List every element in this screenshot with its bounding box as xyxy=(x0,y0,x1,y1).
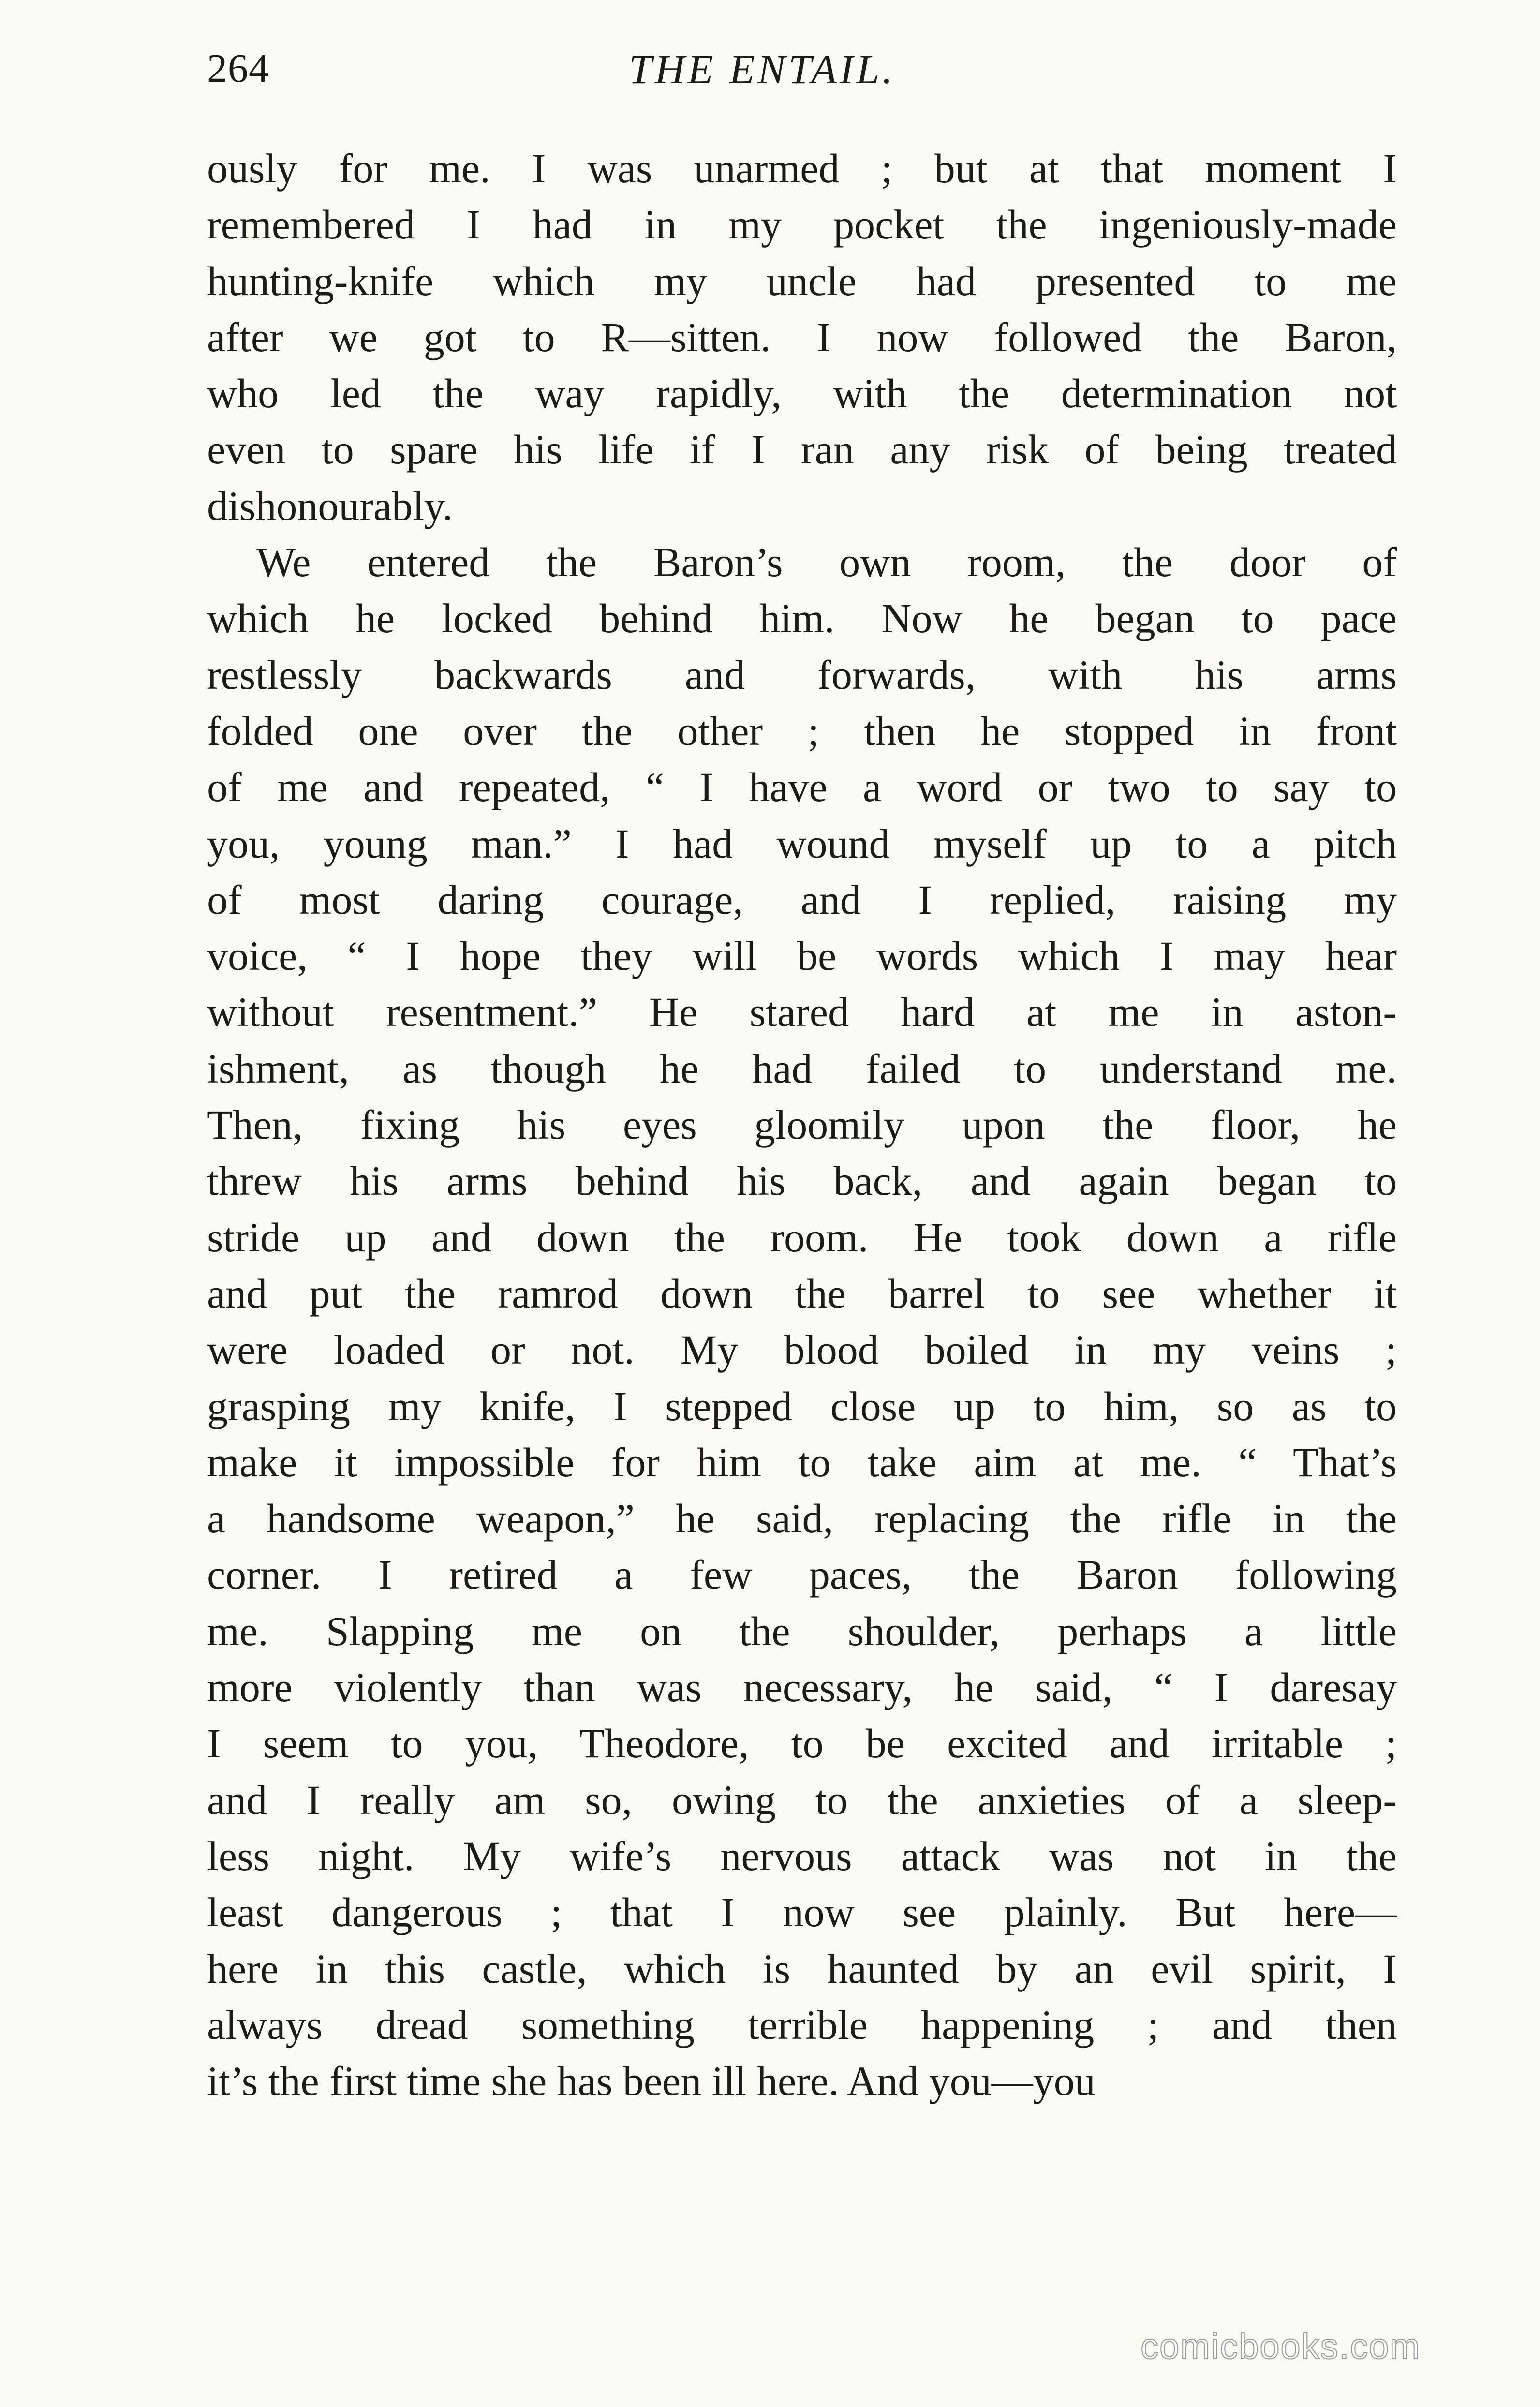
text-line: even to spare his life if I ran any risk of being treated xyxy=(207,426,1397,473)
text-line: of me and repeated, “ I have a word or two to say to xyxy=(207,764,1397,811)
text-line: restlessly backwards and forwards, with his arms xyxy=(207,651,1397,698)
text-line: always dread something terrible happening ; and then xyxy=(207,2001,1397,2048)
text-line: least dangerous ; that I now see plainly. But here— xyxy=(207,1889,1397,1936)
text-line: voice, “ I hope they will be words which I may hear xyxy=(207,933,1397,980)
text-line: and I really am so, owing to the anxieties of a sleep- xyxy=(207,1776,1397,1823)
text-line: who led the way rapidly, with the determination not xyxy=(207,370,1397,417)
paragraph-start-line: We entered the Baron’s own room, the door of xyxy=(256,539,1397,586)
text-line: grasping my knife, I stepped close up to him, so as to xyxy=(207,1382,1397,1429)
text-line: ishment, as though he had failed to understand me. xyxy=(207,1045,1397,1092)
text-line: make it impossible for him to take aim at me. “ That’s xyxy=(207,1439,1397,1486)
text-line: hunting-knife which my uncle had presented to me xyxy=(207,257,1397,304)
page-number: 264 xyxy=(207,46,269,91)
text-line: more violently than was necessary, he said, “ I daresay xyxy=(207,1664,1397,1711)
text-line: Then, fixing his eyes gloomily upon the floor, he xyxy=(207,1101,1397,1148)
text-line: stride up and down the room. He took down a rifle xyxy=(207,1214,1397,1261)
text-line: and put the ramrod down the barrel to see whether it xyxy=(207,1270,1397,1317)
text-line: without resentment.” He stared hard at me in aston- xyxy=(207,989,1397,1036)
text-line: corner. I retired a few paces, the Baron following xyxy=(207,1551,1397,1598)
text-line: which he locked behind him. Now he began to pace xyxy=(207,595,1397,642)
text-line: me. Slapping me on the shoulder, perhaps a little xyxy=(207,1607,1397,1654)
text-line: less night. My wife’s nervous attack was not in the xyxy=(207,1832,1397,1879)
text-line: remembered I had in my pocket the ingeniously-made xyxy=(207,201,1397,248)
text-line: of most daring courage, and I replied, raising my xyxy=(207,876,1397,923)
watermark: comicbooks.com xyxy=(1140,2326,1421,2366)
running-head-title: THE ENTAIL. xyxy=(629,46,896,92)
text-line: threw his arms behind his back, and again began to xyxy=(207,1158,1397,1204)
text-line: folded one over the other ; then he stopped in front xyxy=(207,707,1397,754)
body-text xyxy=(207,140,1397,2109)
text-line: ously for me. I was unarmed ; but at that moment I xyxy=(207,145,1397,192)
text-line: you, young man.” I had wound myself up to a pitch xyxy=(207,820,1397,867)
text-line: dishonourably. xyxy=(207,482,453,529)
text-line: after we got to R—sitten. I now followed the Baron, xyxy=(207,313,1397,360)
text-line: were loaded or not. My blood boiled in my veins ; xyxy=(207,1326,1397,1373)
text-line: here in this castle, which is haunted by an evil spirit, I xyxy=(207,1945,1397,1992)
text-line: it’s the first time she has been ill here. And you—you xyxy=(207,2058,1096,2105)
text-line: I seem to you, Theodore, to be excited and irritable ; xyxy=(207,1720,1397,1767)
text-line: a handsome weapon,” he said, replacing the rifle in the xyxy=(207,1495,1397,1542)
